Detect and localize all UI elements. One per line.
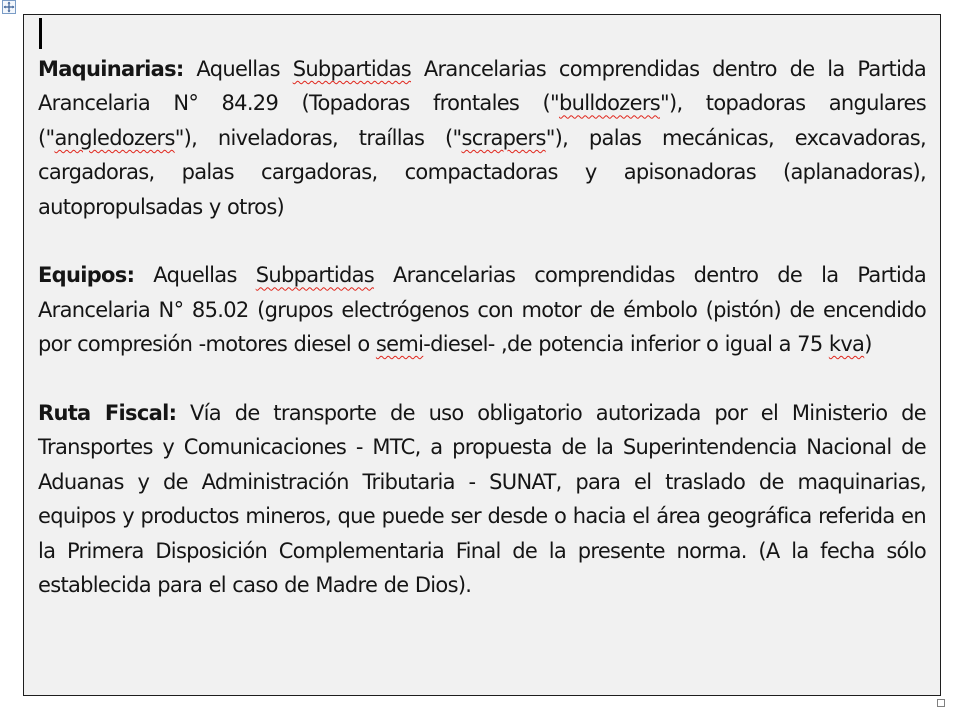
misspelled-word: angledozers (54, 125, 175, 150)
paragraph-title: Ruta Fiscal: (38, 401, 177, 426)
definition-paragraph (38, 52, 926, 224)
text-box[interactable] (23, 14, 941, 696)
misspelled-word: bulldozers (558, 91, 660, 116)
misspelled-word: Subpartidas (292, 57, 411, 81)
paragraph-text: ) (864, 332, 872, 357)
definition-paragraph (38, 396, 926, 602)
misspelled-word: semi (375, 332, 424, 357)
text-box-content[interactable] (38, 52, 926, 602)
text-cursor (39, 18, 42, 49)
misspelled-word: scrapers (461, 125, 546, 150)
paragraph-text: "), topadoras angulares (" (38, 91, 926, 150)
paragraph-text: Arancelarias comprendidas dentro de la Partida Arancelaria N° 85.02 (grupos electrógenos con motor de émbolo (pistón) de encendido por compresión -motores diesel o (38, 263, 926, 357)
resize-handle-icon[interactable] (937, 699, 945, 707)
paragraph-title: Equipos: (38, 263, 135, 288)
paragraph-text: Vía de transporte de uso obligatorio autorizada por el Ministerio de Transportes y Comunicaciones - MTC, a propuesta de la Superintendencia Nacional de Aduanas y de Administración Tributaria - SUNAT, para el traslado de maquinarias, equipos y productos mineros, que puede ser desde o hacia el área geográfica referida en la Primera Disposición Complementaria Final de la presente norma. (A la fecha sólo establecida para el caso de Madre de Dios). (38, 401, 926, 598)
misspelled-word: kva (828, 332, 865, 357)
paragraph-text: "), palas mecánicas, excavadoras, cargadoras, palas cargadoras, compactadoras y apisonadoras (aplanadoras), autopropulsadas y otros) (38, 125, 926, 219)
move-arrows-icon (3, 1, 15, 13)
paragraph-text: Aquellas (183, 57, 293, 81)
paragraph-text: Aquellas (134, 263, 256, 288)
move-icon[interactable] (2, 0, 16, 14)
misspelled-word: Subpartidas (255, 263, 375, 288)
paragraph-title: Maquinarias: (38, 57, 184, 81)
definition-paragraph (38, 258, 926, 361)
paragraph-text: Arancelarias comprendidas dentro de la Partida Arancelaria N° 84.29 (Topadoras frontales (" (38, 57, 927, 116)
paragraph-text: "), niveladoras, traíllas (" (174, 125, 462, 150)
paragraph-text: -diesel- ,de potencia inferior o igual a 75 (423, 332, 829, 357)
